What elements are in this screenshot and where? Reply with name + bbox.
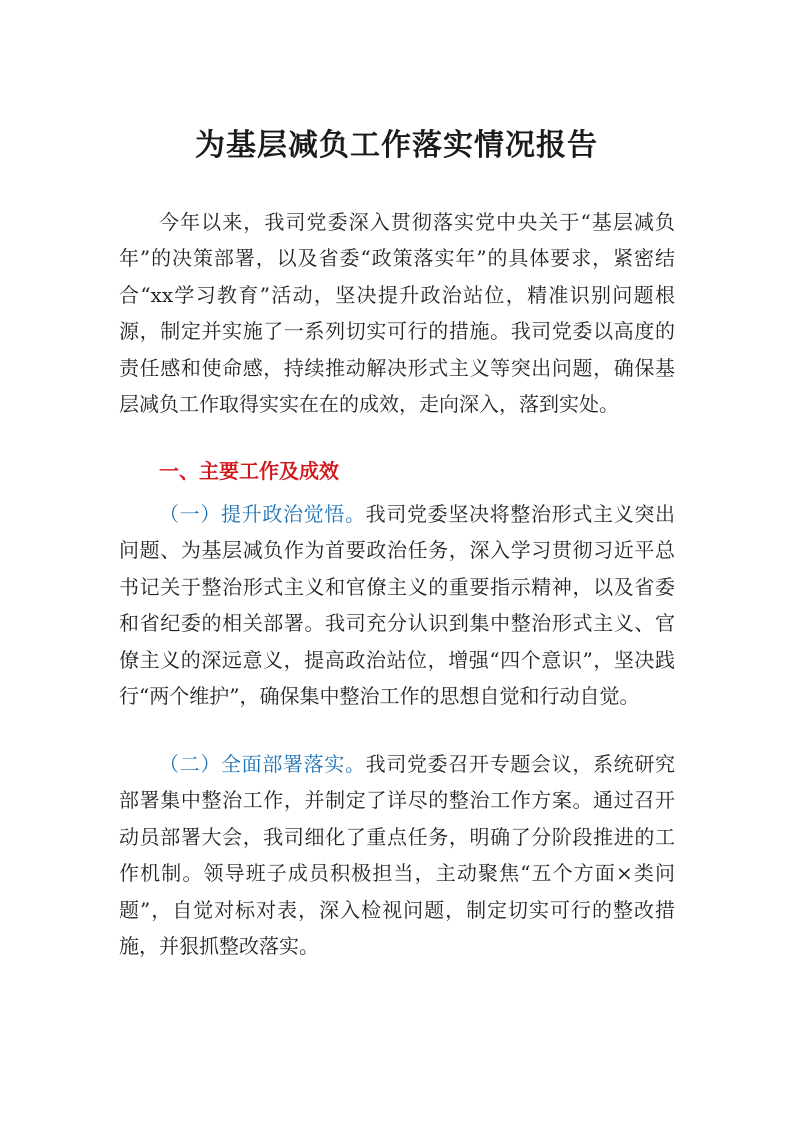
item-paragraph-1 xyxy=(119,496,675,714)
item-text-1: 我司党委坚决将整治形式主义突出问题、为基层减负作为首要政治任务，深入学习贯彻习近平总书记关于整治形式主义和官僚主义的重要指示精神，以及省委和省纪委的相关部署。我司充分认识到集中整治形式主义、官僚主义的深远意义，提高政治站位，增强“四个意识”，坚决践行“两个维护”，确保集中整治工作的思想自觉和行动自觉。 xyxy=(119,502,676,709)
item-text-2: 我司党委召开专题会议，系统研究部署集中整治工作，并制定了详尽的整治工作方案。通过召开动员部署大会，我司细化了重点任务，明确了分阶段推进的工作机制。领导班子成员积极担当，主动聚焦“五个方面×类问题”，自觉对标对表，深入检视问题，制定切实可行的整改措施，并狠抓整改落实。 xyxy=(119,752,676,959)
item-heading-1: （一）提升政治觉悟。 xyxy=(159,502,366,526)
item-paragraph-2 xyxy=(119,746,675,964)
section-heading: 一、主要工作及成效 xyxy=(159,459,339,483)
item-heading-2: （二）全面部署落实。 xyxy=(159,752,366,776)
intro-paragraph: 今年以来，我司党委深入贯彻落实党中央关于“基层减负年”的决策部署，以及省委“政策落实年”的具体要求，紧密结合“xx学习教育”活动，坚决提升政治站位，精准识别问题根源，制定并实施了一系列切实可行的措施。我司党委以高度的责任感和使命感，持续推动解决形式主义等突出问题，确保基层减负工作取得实实在在的成效，走向深入，落到实处。 xyxy=(119,210,675,417)
document-title: 为基层减负工作落实情况报告 xyxy=(195,128,598,163)
